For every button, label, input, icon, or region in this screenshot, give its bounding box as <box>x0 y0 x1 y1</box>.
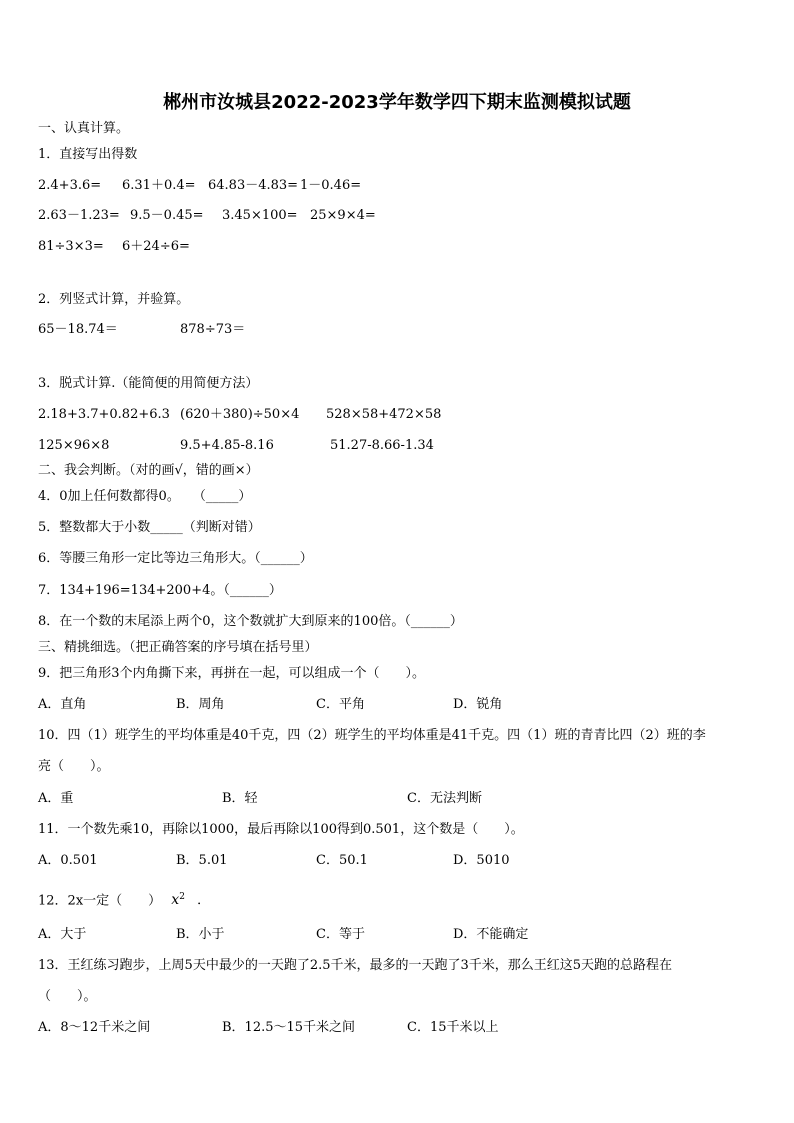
judge-item: 5．整数都大于小数_____（判断对错） <box>38 520 261 535</box>
q1-item: 25×9×4= <box>310 208 376 223</box>
q3-item: 2.18+3.7+0.82+6.3 <box>38 407 170 422</box>
option: D．锐角 <box>453 697 503 712</box>
q3-item: 9.5+4.85-8.16 <box>180 438 274 453</box>
q1-item: 64.83－4.83= <box>208 178 299 193</box>
option: C．平角 <box>316 697 365 712</box>
judge-item: 8．在一个数的末尾添上两个0，这个数就扩大到原来的100倍。（______） <box>38 614 463 629</box>
q3-item: 125×96×8 <box>38 438 110 453</box>
option: C．50.1 <box>316 853 368 868</box>
q2-item: 878÷73＝ <box>180 322 246 337</box>
option: B．周角 <box>176 697 225 712</box>
option: C．15千米以上 <box>407 1020 499 1035</box>
q3-item: (620＋380)÷50×4 <box>180 407 300 422</box>
option: A．直角 <box>38 697 87 712</box>
option: D．不能确定 <box>453 927 529 942</box>
q3-item: 51.27-8.66-1.34 <box>330 438 434 453</box>
q2-stem: 2．列竖式计算，并验算。 <box>38 292 190 307</box>
option: A．8～12千米之间 <box>38 1020 151 1035</box>
q3-stem: 3．脱式计算.（能简便的用简便方法） <box>38 376 259 391</box>
q1-item: 6＋24÷6= <box>122 239 190 254</box>
option: B．轻 <box>222 791 258 806</box>
q11-stem: 11．一个数先乘10，再除以1000，最后再除以100得到0.501，这个数是（ ）。 <box>38 822 524 837</box>
q13-stem: 13．王红练习跑步，上周5天中最少的一天跑了2.5千米，最多的一天跑了3千米，那么王红这5天跑的总路程在 <box>38 958 673 973</box>
q9-stem: 9．把三角形3个内角撕下来，再拼在一起，可以组成一个（ ）。 <box>38 666 426 681</box>
q1-item: 2.63－1.23= <box>38 208 120 223</box>
q10-stem-cont: 亮（ ）。 <box>38 759 110 774</box>
q1-item: 81÷3×3= <box>38 239 104 254</box>
q10-stem: 10．四（1）班学生的平均体重是40千克，四（2）班学生的平均体重是41千克。四（1）班的青青比四（2）班的李 <box>38 728 706 743</box>
q1-item: 6.31＋0.4= <box>122 178 196 193</box>
option: A．重 <box>38 791 74 806</box>
q1-item: 3.45×100= <box>222 208 298 223</box>
q3-item: 528×58+472×58 <box>326 407 442 422</box>
option: A．0.501 <box>38 853 98 868</box>
section-2-heading: 二、我会判断。（对的画√，错的画×） <box>38 463 259 478</box>
q12-tail: ． <box>197 893 211 909</box>
option: D．5010 <box>453 853 510 868</box>
q12-stem <box>38 889 210 909</box>
q1-stem: 1．直接写出得数 <box>38 147 138 162</box>
option: A．大于 <box>38 927 87 942</box>
section-1-heading: 一、认真计算。 <box>38 121 130 136</box>
section-3-heading: 三、精挑细选。（把正确答案的序号填在括号里） <box>38 640 318 655</box>
option: B．小于 <box>176 927 225 942</box>
q1-item: 9.5－0.45= <box>130 208 204 223</box>
q1-item: 1－0.46= <box>300 178 362 193</box>
option: B．5.01 <box>176 853 228 868</box>
q12-var: x <box>171 892 180 909</box>
q1-item: 2.4+3.6= <box>38 178 102 193</box>
judge-item: 7．134+196=134+200+4。（______） <box>38 583 282 598</box>
q12-exp: 2 <box>179 892 185 902</box>
option: C．等于 <box>316 927 365 942</box>
q12-stem-text: 12．2x一定（ ） <box>38 893 162 909</box>
option: C．无法判断 <box>407 791 482 806</box>
q13-stem-cont: （ ）。 <box>38 989 97 1004</box>
page-title: 郴州市汝城县2022-2023学年数学四下期末监测模拟试题 <box>163 92 631 113</box>
judge-item: 6．等腰三角形一定比等边三角形大。（______） <box>38 551 313 566</box>
q2-item: 65－18.74＝ <box>38 322 118 337</box>
option: B．12.5～15千米之间 <box>222 1020 356 1035</box>
judge-item: 4．0加上任何数都得0。 （_____） <box>38 489 252 504</box>
